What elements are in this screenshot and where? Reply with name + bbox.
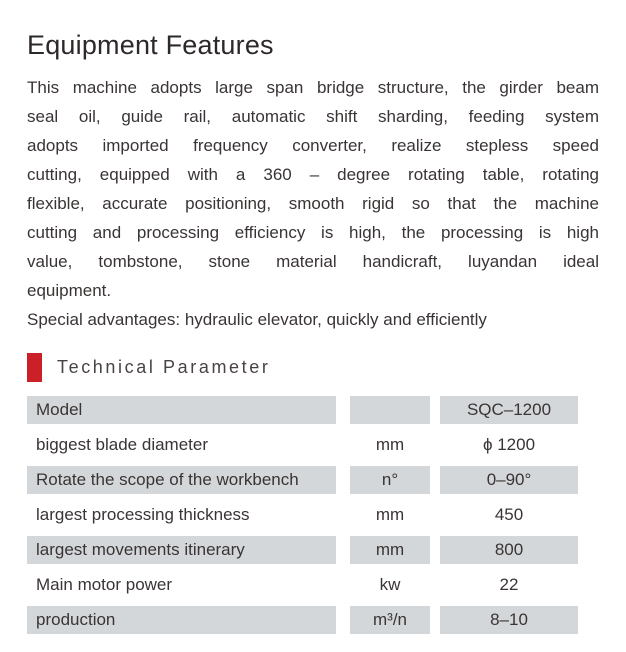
param-value-cell: 0–90° xyxy=(440,466,578,494)
description-line: This machine adopts large span bridge structure, the girder beam xyxy=(27,78,599,97)
description-line: flexible, accurate positioning, smooth rigid so that the machine xyxy=(27,194,599,213)
param-unit-cell: mm xyxy=(375,505,405,524)
param-name-cell: Main motor power xyxy=(36,575,173,594)
param-unit-cell: m³/n xyxy=(350,606,430,634)
equipment-description xyxy=(27,73,599,334)
description-line: adopts imported frequency converter, realize stepless speed xyxy=(27,136,599,155)
param-value-cell: SQC–1200 xyxy=(440,396,578,424)
param-value-cell: 450 xyxy=(494,505,524,524)
table-row xyxy=(27,564,578,606)
technical-parameter-table xyxy=(27,396,578,634)
param-name-cell: largest movements itinerary xyxy=(27,536,336,564)
page-title: Equipment Features xyxy=(27,30,274,60)
param-name-cell: Model xyxy=(27,396,336,424)
description-line: equipment. xyxy=(27,281,112,300)
param-value-cell: ϕ 1200 xyxy=(482,435,536,454)
param-name-cell: largest processing thickness xyxy=(36,505,250,524)
table-row xyxy=(27,606,578,634)
param-unit-cell: n° xyxy=(350,466,430,494)
param-value-cell: 22 xyxy=(499,575,519,594)
table-row xyxy=(27,536,578,564)
section-title: Technical Parameter xyxy=(57,357,271,377)
param-unit-cell: mm xyxy=(350,536,430,564)
description-line: seal oil, guide rail, automatic shift sharding, feeding system xyxy=(27,107,599,126)
red-square-bullet-icon xyxy=(27,353,42,382)
param-unit-cell: mm xyxy=(375,435,405,454)
param-value-cell: 8–10 xyxy=(440,606,578,634)
param-value-cell: 800 xyxy=(440,536,578,564)
param-name-cell: biggest blade diameter xyxy=(36,435,209,454)
table-row xyxy=(27,396,578,424)
table-row xyxy=(27,466,578,494)
special-advantages-line: Special advantages: hydraulic elevator, quickly and efficiently xyxy=(27,310,487,329)
param-name-cell: production xyxy=(27,606,336,634)
description-line: value, tombstone, stone material handicraft, luyandan ideal xyxy=(27,252,599,271)
param-unit-cell: kw xyxy=(379,575,401,594)
description-line: cutting and processing efficiency is high, the processing is high xyxy=(27,223,599,242)
section-heading xyxy=(27,353,626,382)
table-row xyxy=(27,424,578,466)
param-name-cell: Rotate the scope of the workbench xyxy=(27,466,336,494)
table-row xyxy=(27,494,578,536)
param-unit-cell xyxy=(350,396,430,424)
description-line: cutting, equipped with a 360 – degree rotating table, rotating xyxy=(27,165,599,184)
